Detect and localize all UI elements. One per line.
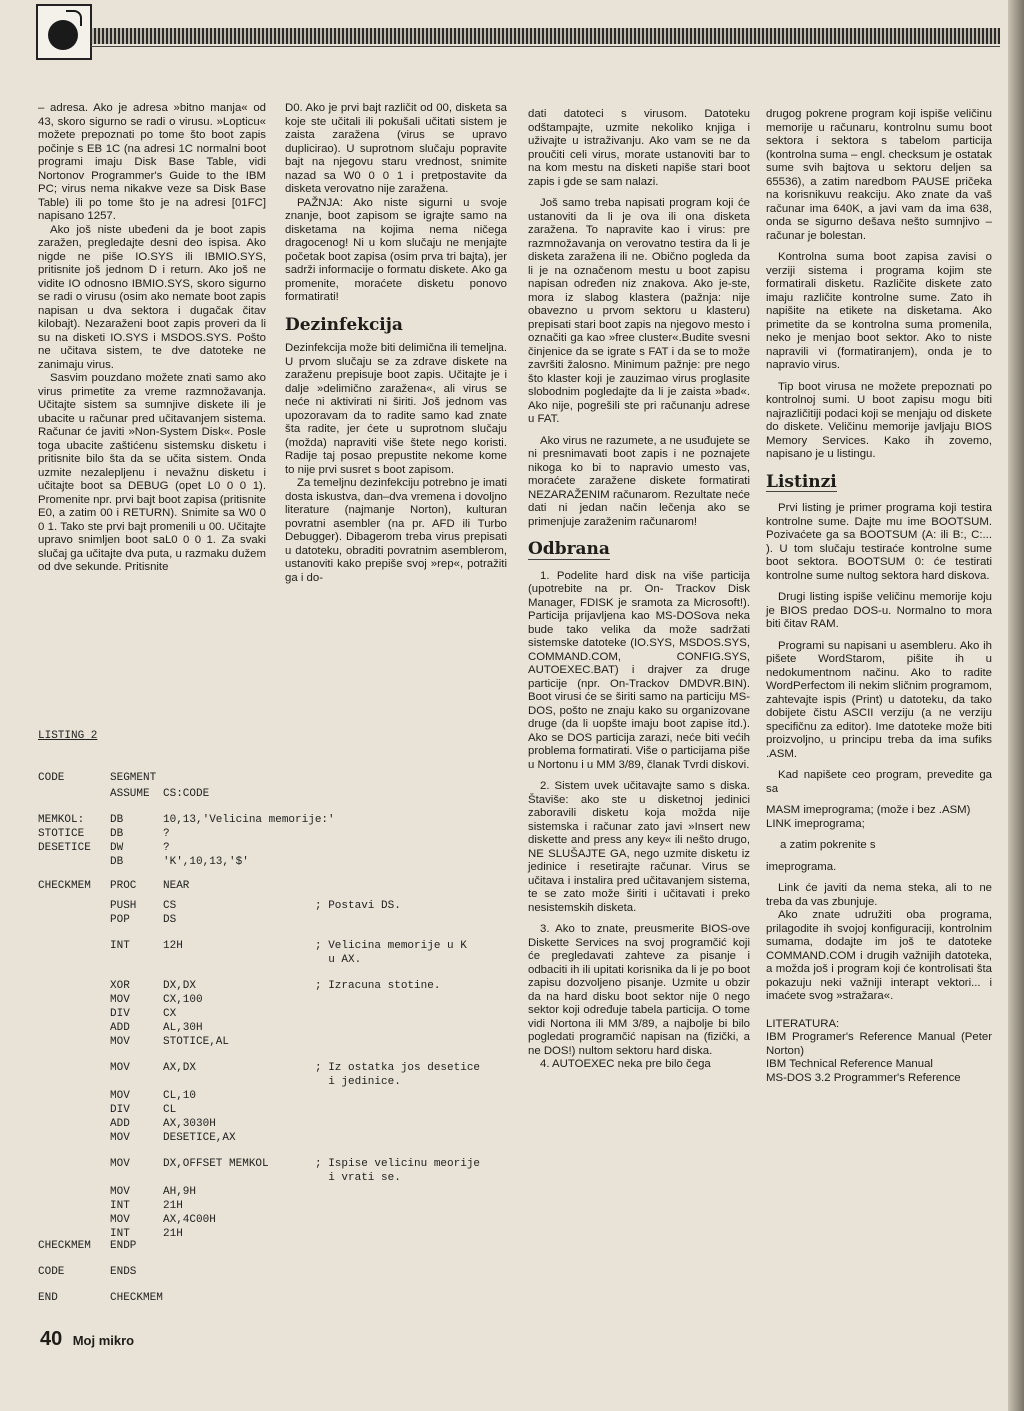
listing-cell: 21H bbox=[163, 1228, 183, 1240]
listing-cell: DIV bbox=[110, 1104, 130, 1116]
listing-cell: i vrati se. bbox=[315, 1172, 401, 1184]
page-edge-shadow bbox=[1008, 0, 1024, 1411]
listing-cell: CS:CODE bbox=[163, 788, 210, 800]
listing-cell: ? bbox=[163, 828, 170, 840]
listing-cell: MOV bbox=[110, 1186, 130, 1198]
page-footer bbox=[40, 1328, 134, 1351]
paragraph: Za temeljnu dezinfekciju potrebno je imati dosta iskustva, dan–dva vremena i dovoljno literature (najmanje Norton), kulturan povratni asembler (na pr. AFD ili Turbo Debugger). Dibagerom treba virus prepisati u datoteku, obraditi povratnim asemblerom, ustanoviti kako prepiše svoj »rep«, potražiti ga i do- bbox=[285, 477, 507, 584]
listing-cell: ASSUME bbox=[110, 788, 150, 800]
paragraph: dati datoteci s virusom. Datoteku odštampajte, uzmite nekoliko knjiga i uživajte u istraživanju. Ako vam se ne da proučiti celi virus, morate ustanoviti bar to na kom mestu na disketi napiše stari boot zapis i gde se sam nalazi. bbox=[528, 108, 750, 188]
listing-cell: DESETICE bbox=[38, 842, 91, 854]
listing-cell: CODE bbox=[38, 1266, 65, 1278]
paragraph: 4. AUTOEXEC neka pre bilo čega bbox=[540, 1058, 711, 1070]
listing-cell: CL bbox=[163, 1104, 177, 1116]
paragraph: Ako virus ne razumete, a ne usuđujete se ni presnimavati boot zapis i ne poznajete nikoga ko bi to napravio umesto vas, moraćete zaražene diskete formatirati NEZARAŽENIM računarom. Rezultate neće dati ni jedan način lečenja ako se primenjuje zaraženim računarom! bbox=[528, 434, 750, 528]
paragraph: drugog pokrene program koji ispiše veličinu memorije u računaru, kontrolnu sumu boot sektora i sektora s tabelom particija (kontrolna suma – engl. checksum je ostatak sume svih bajtova u sektoru deljen sa 65536), a zatim naredbom PAUSE pričeka na korisnikuvu reakciju. Ako znate da vaš računar ima 640K, a javi vam da ima 638, onda se sigurno dešava nešto sumnjivo – računar je bolestan. bbox=[766, 108, 992, 242]
listing-cell: 12H bbox=[163, 940, 183, 952]
header-bar bbox=[90, 28, 1000, 44]
paragraph: Link će javiti da nema steka, ali to ne treba da vas zbunjuje. bbox=[766, 882, 992, 908]
paragraph: Tip boot virusa ne možete prepoznati po kontrolnoj sumi. U boot zapisu mogu biti najrazličitiji podaci koji se menjaju od diskete do diskete. Veličinu memorije javljaju BIOS Memory Services. Kako ih zovemo, napisano je u listingu. bbox=[766, 380, 992, 460]
column-2 bbox=[285, 102, 507, 585]
listing-cell: MOV bbox=[110, 1062, 130, 1074]
listing-cell: i jedinice. bbox=[315, 1076, 401, 1088]
listing-cell: 21H bbox=[163, 1200, 183, 1212]
listing-cell: MOV bbox=[110, 1090, 130, 1102]
column-4 bbox=[766, 108, 992, 1085]
listing-cell: XOR bbox=[110, 980, 130, 992]
listing-cell: ? bbox=[163, 842, 170, 854]
command-line: MASM imeprograma; (može i bez .ASM) bbox=[766, 804, 971, 816]
listing-cell: ADD bbox=[110, 1022, 130, 1034]
listing-cell: CHECKMEM bbox=[110, 1292, 163, 1304]
references-title: LITERATURA: bbox=[766, 1017, 840, 1030]
listing-cell: INT bbox=[110, 1228, 130, 1240]
listing-cell: ADD bbox=[110, 1118, 130, 1130]
listing-cell: 10,13,'Velicina memorije:' bbox=[163, 814, 335, 826]
paragraph: – adresa. Ako je adresa »bitno manja« od 43, skoro sigurno se radi o virusu. »Lopticu« možete prepoznati po tome što boot zapis počinje s EB 1C (na adresi 1C normalni boot programi imaju Disk Base Table, vidi Nortonov Programmer's Guide to the IBM PC; virus nema nikakve veze sa Disk Base Table) ili po tome što je na adresi [01FC] napisano 1257. bbox=[38, 102, 266, 222]
listing-cell: AL,30H bbox=[163, 1022, 203, 1034]
listing-cell: AX,4C00H bbox=[163, 1214, 216, 1226]
listing-title: LISTING 2 bbox=[38, 730, 98, 742]
header-rule bbox=[90, 46, 1000, 47]
paragraph: Programi su napisani u asembleru. Ako ih pišete WordStarom, pišite ih u nedokumentnom načinu. Ako to radite WordPerfectom ili nekim sličnim programom, zahtevajte ispis (Print) u datoteku, da tako dobijete čistu ASCII verziju (a ne verziju specifičnu za editor). Ime datoteke može biti proizvoljno, u principu treba da ima sufiks .ASM. bbox=[766, 639, 992, 760]
listing-cell: MOV bbox=[110, 1132, 130, 1144]
paragraph: Ako znate udružiti oba programa, prilagodite ih svojoj konfiguraciji, kontrolnim sumama, dodajte im još te datoteke COMMAND.COM i drugih važnijih datoteka, a možda još i program koji će kontrolisati šta pokazuju neki važniji interapt vektori... i imaćete svog »stražara«. bbox=[766, 909, 992, 1002]
listing-cell: POP bbox=[110, 914, 130, 926]
listing-cell: MEMKOL: bbox=[38, 814, 85, 826]
listing-cell: ENDS bbox=[110, 1266, 137, 1278]
paragraph: Prvi listing je primer programa koji testira kontrolne sume. Dajte mu ime BOOTSUM. Pozivaćete ga sa BOOTSUM (A: ili B:, C:... ). U tom slučaju testiraće kontrolne sume boot sektora. BOOTSUM 0: će testirati kontrolne sume nultog sektora hard diskova. bbox=[766, 502, 992, 582]
command-line: imeprograma. bbox=[766, 860, 837, 873]
paragraph: D0. Ako je prvi bajt različit od 00, disketa sa koje ste učitali ili pokušali učitati sistem je zaista zaražena (virus se upravo duplicirao). U suprotnom slučaju popravite bajt na njegovu staru vrednost, snimite nazad sa W0 0 0 1 i pretpostavite da disketa verovatno nije zaražena. bbox=[285, 102, 507, 195]
listing-cell: 'K',10,13,'$' bbox=[163, 856, 249, 868]
listing-cell: INT bbox=[110, 1200, 130, 1212]
paragraph: Kontrolna suma boot zapisa zavisi o verziji sistema i programa kojim ste formatirali disketu. Različite diskete zato imaju različite kontrolne sume. Zato ih napišite na etikete na disketama. Ako primetite da se kontrolna suma promenila, neko je menjao boot sektor. Ako to niste napravili vi (formatiranjem), onda je to napravio virus. bbox=[766, 251, 992, 371]
paragraph: Ako još niste ubeđeni da je boot zapis zaražen, pregledajte desni deo ispisa. Ako nigde ne piše IO.SYS ili IBMIO.SYS, pritisnite još jednom D i return. Ako još ne vidite IO odnosno IBMIO.SYS, skoro sigurno se radi o virusu (osim ako nemate boot zapis napisan u dva sektora i dugačak čitav kilobajt). Nezaraženi boot zapis proveri da li su na disketi IO.SYS i MSDOS.SYS. Pošto ne učitava sistem, te dve datoteke ne zanimaju virus. bbox=[38, 223, 266, 371]
listing-cell: CHECKMEM bbox=[38, 880, 91, 892]
reference-item: IBM Technical Reference Manual bbox=[766, 1058, 933, 1070]
listing-cell: ; Postavi DS. bbox=[315, 900, 401, 912]
listing-cell: DB bbox=[110, 856, 124, 868]
listing-cell: MOV bbox=[110, 1158, 130, 1170]
section-heading-dezinfekcija: Dezinfekcija bbox=[285, 314, 403, 335]
listing-cell: ; Ispise velicinu meorije bbox=[315, 1158, 481, 1170]
listing-cell: ; Izracuna stotine. bbox=[315, 980, 441, 992]
listing-cell: MOV bbox=[110, 994, 130, 1006]
paragraph: Još samo treba napisati program koji će ustanoviti da li je ova ili ona disketa zaražena. To napravite kao i virus: pre razmnožavanja on verovatno testira da li je disketa zaražena ili ne. Obično pogleda da li je na označenom mestu u boot zapisu napisan određen niz znakova. Ako je-ste, mora iz slabog klastera (pažnja: nije obavezno u prvom sektoru u klasteru) prepisati stari boot zapis na njegovo mesto i označiti ga kao »free cluster«.Budite svesni činjenice da se igrate s FAT i da se to može završiti žalosno. Minimum pažnje: pre nego što klaster koji je zauzimao virus proglasite slobodnim pogledajte da li je zaista »bad«. Ako nije, pogrešili ste pri računanju adrese u FAT. bbox=[528, 197, 750, 425]
listing-cell: AH,9H bbox=[163, 1186, 197, 1198]
listing-cell: CX bbox=[163, 1008, 177, 1020]
listing-cell: END bbox=[38, 1292, 58, 1304]
reference-item: MS-DOS 3.2 Programmer's Reference bbox=[766, 1071, 961, 1084]
listing-cell: STOTICE,AL bbox=[163, 1036, 230, 1048]
listing-cell: NEAR bbox=[163, 880, 190, 892]
paragraph: Kad napišete ceo program, prevedite ga sa bbox=[766, 769, 992, 795]
listing-cell: AX,3030H bbox=[163, 1118, 216, 1130]
command-line: LINK imeprograma; bbox=[766, 817, 865, 830]
listing-cell: CS bbox=[163, 900, 177, 912]
listing-cell: DB bbox=[110, 828, 124, 840]
command-line: a zatim pokrenite s bbox=[780, 839, 876, 851]
reference-item: IBM Programer's Reference Manual (Peter Norton) bbox=[766, 1031, 992, 1057]
listing-cell: DW bbox=[110, 842, 124, 854]
listing-cell: CL,10 bbox=[163, 1090, 197, 1102]
page-number: 40 bbox=[40, 1328, 63, 1350]
references bbox=[766, 1018, 992, 1086]
listing-cell: AX,DX bbox=[163, 1062, 197, 1074]
listing-cell: u AX. bbox=[315, 954, 362, 966]
listing-cell: MOV bbox=[110, 1214, 130, 1226]
listing-cell: INT bbox=[110, 940, 130, 952]
listing-cell: ENDP bbox=[110, 1240, 137, 1252]
listing-cell: PROC bbox=[110, 880, 137, 892]
paragraph: Sasvim pouzdano možete znati samo ako virus primetite za vreme razmnožavanja. Učitajte sistem sa sumnjive diskete ili je ubacite u računar pred učitavanjem sistema. Računar će javiti »Non-System Disk«. Posle toga ubacite zaštićenu sistemsku disketu i pritisnite bilo šta da se učita sistem. Onda uzmite nezalepljenu i nevažnu disketu i učitajte boot sa DEBUG (opet L0 0 0 1). Promenite npr. prvi bajt boot zapisa (pritisnite E0, a zatim 00 i RETURN). Snimite sa W0 0 0 1. Tako ste prvi bajt promenili u 00. Učitajte upravo snimljen boot saL0 0 0 1. Za svaki slučaj ga učitajte dva puta, u razmaku dužem od dve sekunde. Pritisnite bbox=[38, 372, 266, 573]
listing-cell: DB bbox=[110, 814, 124, 826]
listing-cell: ; Velicina memorije u K bbox=[315, 940, 467, 952]
listing-cell: MOV bbox=[110, 1036, 130, 1048]
column-1 bbox=[38, 102, 266, 575]
listing-cell: DS bbox=[163, 914, 177, 926]
listing-cell: DIV bbox=[110, 1008, 130, 1020]
listing-cell: CX,100 bbox=[163, 994, 203, 1006]
section-heading-odbrana: Odbrana bbox=[528, 539, 610, 559]
column-3 bbox=[528, 108, 750, 1072]
paragraph: 1. Podelite hard disk na više particija (upotrebite na pr. On- Trackov Disk Manager, FDISK je sramota za Microsoft!). Particija prijavljena kao MS-DOSova neka bude tako velika da može sadržati sistemske datoteke (IO.SYS, MSDOS.SYS, COMMAND.COM, CONFIG.SYS, AUTOEXEC.BAT) i drajver za druge particije (npr. On-Trackov DMDVR.BIN). Boot virusi će se širiti samo na particiju MS-DOS, pošto ne znaju kako su organizovane druge (da li uopšte imaju boot zapise itd.). Ako se DOS particija zarazi, neće biti većih problema formatirati. Više o particijama piše u Nortonu i u MM 3/89, članak Tvrdi diskovi. bbox=[528, 569, 750, 771]
section-heading-listinzi: Listinzi bbox=[766, 471, 837, 492]
listing-cell: SEGMENT bbox=[110, 772, 157, 784]
listing-cell: DESETICE,AX bbox=[163, 1132, 236, 1144]
bomb-icon bbox=[36, 4, 92, 60]
listing-cell: CHECKMEM bbox=[38, 1240, 91, 1252]
listing-cell: PUSH bbox=[110, 900, 137, 912]
listing-cell: DX,OFFSET MEMKOL bbox=[163, 1158, 269, 1170]
paragraph: PAŽNJA: Ako niste sigurni u svoje znanje, boot zapisom se igrajte samo na disketama na kojima nema ničega dragocenog! Ni u kom slučaju ne menjajte početak boot zapisa (osim prva tri bajta), jer sadrži informacije o formatu diskete. Ako ga promenite, moraćete disketu ponovo formatirati! bbox=[285, 196, 507, 303]
paragraph: 2. Sistem uvek učitavajte samo s diska. Štaviše: ako ste u disketnoj jedinici zaboravili disketu koja možda nije sistemska i računar zato javi »Insert new diskette and press any key« ili nešto drugo, NE SLUŠAJTE GA, nego uzmite disketu iz jedinice i resetirajte računar. Virus se učitava i instalira pred učitavanjem sistema, te se zato može širiti i učitavati i preko nesistemskih disketa. bbox=[528, 780, 750, 914]
listing-cell: DX,DX bbox=[163, 980, 197, 992]
listing-cell: CODE bbox=[38, 772, 65, 784]
paragraph: 3. Ako to znate, preusmerite BIOS-ove Diskette Services na svoj programčić koji će pregledavati zahteve za pisanje i odbaciti ih ili upitati korisnika da li je po boot zapisu dozvoljeno pisanje. Uzmite u obzir da na hard disku boot sektor nije 0 nego sektor koji određuje tabela particija. O tome vidi Nortona ili MM 3/89, a najbolje bi bilo pogledati programčić napisan na (fizički, a ne DOS!) nultom sektoru hard diska. bbox=[528, 923, 750, 1057]
listing-cell: STOTICE bbox=[38, 828, 85, 840]
magazine-name: Moj mikro bbox=[72, 1333, 135, 1348]
paragraph: Dezinfekcija može biti delimična ili temeljna. U prvom slučaju se za zdrave diskete na zaraženu prepisuje boot zapis. Učitajte je i dalje »delimično zaražena«, ali virus se neće ni aktivirati ni širiti. Još jednom vas upozoravam da to radite samo kad znate šta radite, jer ćete u suprotnom slučaju (možda) napraviti više štete nego koristi. Radije taj posao prepustite nekome kome to nije prvi susret s boot zapisom. bbox=[285, 342, 507, 476]
listing-cell: ; Iz ostatka jos desetice bbox=[315, 1062, 481, 1074]
paragraph: Drugi listing ispiše veličinu memorije koju je BIOS predao DOS-u. Normalno to mora biti čitav RAM. bbox=[766, 591, 992, 630]
